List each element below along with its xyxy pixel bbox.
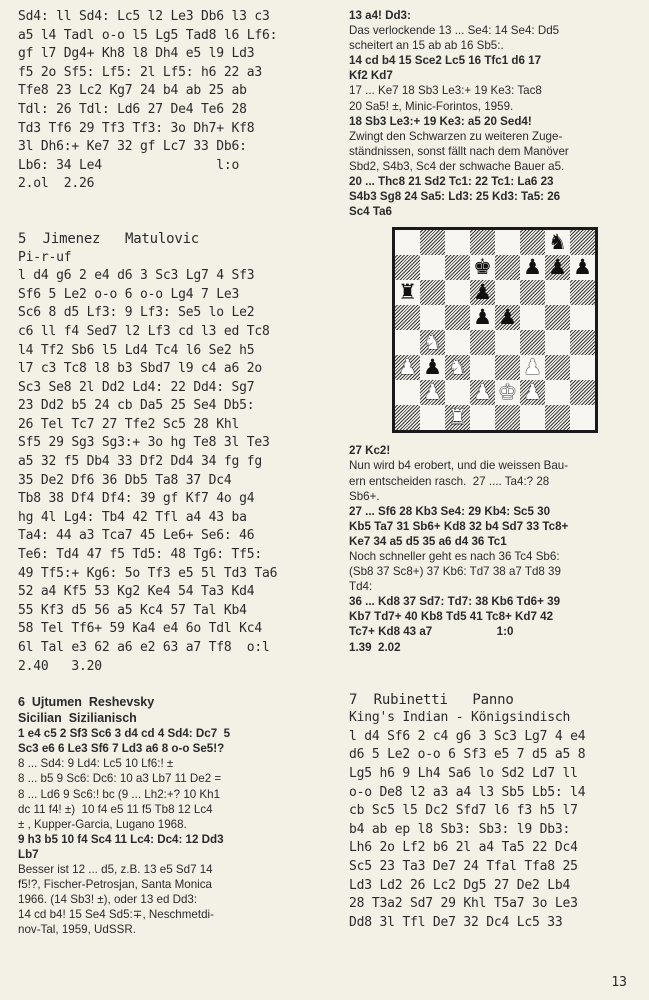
comment-line: Sbd2, S4b3, Sc4 der schwache Bauer a5. xyxy=(349,159,565,173)
board-square xyxy=(545,280,570,305)
board-square xyxy=(445,405,470,430)
board-square xyxy=(570,230,595,255)
move-line: 13 a4! Dd3: xyxy=(349,9,411,22)
board-square xyxy=(495,355,520,380)
comment-line: 1966. (14 Sb3! ±), oder 13 ed Dd3: xyxy=(18,893,198,907)
move-line: 1 e4 c5 2 Sf3 Sc6 3 d4 cd 4 Sd4: Dc7 5 xyxy=(18,727,231,741)
board-square xyxy=(445,305,470,330)
text-line: 52 a4 Kf5 53 Kg2 Ke4 54 Ta3 Kd4 xyxy=(18,584,255,600)
game5-event: Pi-r-uf xyxy=(18,249,72,265)
white-knight-icon: ♞ xyxy=(423,330,442,355)
game6-continuation-bottom xyxy=(349,443,639,654)
comment-line: 17 ... Ke7 18 Sb3 Le3:+ 19 Ke3: Tac8 xyxy=(349,84,542,98)
white-pawn-icon: ♟ xyxy=(523,355,542,380)
comment-line: Td4: xyxy=(349,580,373,594)
board-square xyxy=(570,330,595,355)
board-square xyxy=(495,330,520,355)
comment-line: (Sb8 37 Sc8+) 37 Kb6: Td7 38 a7 Td8 39 xyxy=(349,565,561,579)
text-line: hg 4l Lg4: Tb4 42 Tfl a4 43 ba xyxy=(18,509,247,525)
comment-line: Sb6+. xyxy=(349,489,380,503)
board-square xyxy=(545,380,570,405)
game7-header: 7 Rubinetti Panno xyxy=(349,691,514,708)
board-square xyxy=(470,330,495,355)
move-line: Sc4 Ta6 xyxy=(349,205,392,219)
move-line: Sc3 e6 6 Le3 Sf6 7 Ld3 a6 8 o-o Se5!? xyxy=(18,742,225,756)
text-line: Sc6 8 d5 Lf3: 9 Lf3: Se5 lo Le2 xyxy=(18,305,255,321)
move-line: 27 Kc2! xyxy=(349,444,391,458)
left-column xyxy=(18,8,336,938)
board-square xyxy=(520,230,545,255)
board-square xyxy=(570,280,595,305)
white-pawn-icon: ♟ xyxy=(423,380,442,405)
board-square xyxy=(545,305,570,330)
chess-diagram xyxy=(392,227,598,433)
board-square xyxy=(445,255,470,280)
board-square xyxy=(420,355,445,380)
black-pawn-icon: ♟ xyxy=(523,255,542,280)
text-line: 55 Kf3 d5 56 a5 Kc4 57 Tal Kb4 xyxy=(18,602,247,618)
comment-line: scheitert an 15 ab ab 16 Sb5:. xyxy=(349,39,504,53)
text-line: Lg5 h6 9 Lh4 Sa6 lo Sd2 Ld7 ll xyxy=(349,766,578,781)
comment-line: 8 ... b5 9 Sc6: Dc6: 10 a3 Lb7 11 De2 = xyxy=(18,772,222,786)
comment-line: 14 cd b4! 15 Se4 Sd5:∓, Neschmetdi- xyxy=(18,908,214,922)
text-line: Tdl: 26 Tdl: Ld6 27 De4 Te6 28 xyxy=(18,101,247,117)
board-square xyxy=(545,355,570,380)
board-square xyxy=(420,405,445,430)
board-square xyxy=(395,330,420,355)
text-line: cb Sc5 l5 Dc2 Sfd7 l6 f3 h5 l7 xyxy=(349,803,578,819)
board-square xyxy=(495,255,520,280)
board-square xyxy=(495,280,520,305)
text-line: 2.ol 2.26 xyxy=(18,176,95,192)
move-line: Kf2 Kd7 xyxy=(349,69,393,83)
text-line: b4 ab ep l8 Sb3: Sb3: l9 Db3: xyxy=(349,821,571,837)
game7-moves xyxy=(349,728,639,933)
chess-board xyxy=(392,227,598,433)
board-square xyxy=(520,330,545,355)
comment-line: nov-Tal, 1959, UdSSR. xyxy=(18,923,136,937)
game5-header: 5 Jimenez Matulovic xyxy=(18,230,200,247)
board-square xyxy=(420,380,445,405)
move-line: 20 ... Thc8 21 Sd2 Tc1: 22 Tc1: La6 23 xyxy=(349,175,554,189)
board-square xyxy=(520,405,545,430)
black-pawn-icon: ♟ xyxy=(473,305,492,330)
board-square xyxy=(395,405,420,430)
comment-line: dc 11 f4! ±) 10 f4 e5 11 f5 Tb8 12 Lc4 xyxy=(18,802,213,816)
move-line: 14 cd b4 15 Sce2 Lc5 16 Tfc1 d6 17 xyxy=(349,54,542,68)
move-line: Kb5 Ta7 31 Sb6+ Kd8 32 b4 Sd7 33 Tc8+ xyxy=(349,519,569,533)
game4-tail xyxy=(18,8,336,194)
board-square xyxy=(520,255,545,280)
board-square xyxy=(570,305,595,330)
board-square xyxy=(420,305,445,330)
board-square xyxy=(570,355,595,380)
board-square xyxy=(395,255,420,280)
board-square xyxy=(495,380,520,405)
black-rook-icon: ♜ xyxy=(398,280,417,305)
page-number: 13 xyxy=(611,975,627,990)
board-square xyxy=(445,330,470,355)
board-square xyxy=(570,405,595,430)
board-square xyxy=(495,305,520,330)
move-line: 36 ... Kd8 37 Sd7: Td7: 38 Kb6 Td6+ 39 xyxy=(349,595,561,609)
board-square xyxy=(520,355,545,380)
text-line: Sc5 23 Ta3 De7 24 Tfal Tfa8 25 xyxy=(349,858,578,874)
comment-line: ern entscheiden rasch. 27 .... Ta4:? 28 xyxy=(349,474,550,488)
text-line: l7 c3 Tc8 l8 b3 Sbd7 l9 c4 a6 2o xyxy=(18,361,263,377)
board-square xyxy=(445,230,470,255)
board-square xyxy=(420,255,445,280)
text-line: a5 32 f5 Db4 33 Df2 Dd4 34 fg fg xyxy=(18,454,263,470)
text-line: 3l Dh6:+ Ke7 32 gf Lc7 33 Db6: xyxy=(18,139,247,155)
comment-line: Noch schneller geht es nach 36 Tc4 Sb6: xyxy=(349,549,560,563)
move-line: Kb7 Td7+ 40 Kb8 Td5 41 Tc8+ Kd7 42 xyxy=(349,610,554,624)
black-pawn-icon: ♟ xyxy=(473,280,492,305)
text-line: c6 ll f4 Sed7 l2 Lf3 cd l3 ed Tc8 xyxy=(18,323,270,339)
move-line: Ke7 34 a5 d5 35 a6 d4 36 Tc1 xyxy=(349,534,507,548)
move-line: 1.39 2.02 xyxy=(349,640,401,654)
comment-line: 20 Sa5! ±, Minic-Forintos, 1959. xyxy=(349,99,514,113)
comment-line: Besser ist 12 ... d5, z.B. 13 e5 Sd7 14 xyxy=(18,863,213,877)
text-line: a5 l4 Tadl o-o l5 Lg5 Tad8 l6 Lf6: xyxy=(18,27,278,43)
board-square xyxy=(445,355,470,380)
move-line: 27 ... Sf6 28 Kb3 Se4: 29 Kb4: Sc5 30 xyxy=(349,504,551,518)
board-square xyxy=(570,255,595,280)
comment-line: 8 ... Sd4: 9 Ld4: Lc5 10 Lf6:! ± xyxy=(18,757,174,771)
board-square xyxy=(445,280,470,305)
game6-continuation-top xyxy=(349,8,639,219)
game6-moves xyxy=(18,726,336,937)
comment-line: 8 ... Ld6 9 Sc6:! bc (9 ... Lh2:+? 10 Kh1 xyxy=(18,787,221,801)
text-line: Td3 Tf6 29 Tf3 Tf3: 3o Dh7+ Kf8 xyxy=(18,120,255,136)
board-square xyxy=(470,280,495,305)
white-pawn-icon: ♟ xyxy=(523,380,542,405)
text-line: 2.40 3.20 xyxy=(18,658,102,674)
board-square xyxy=(420,330,445,355)
move-line: Tc7+ Kd8 43 a7 1:0 xyxy=(349,625,514,639)
text-line: Tb8 38 Df4 Df4: 39 gf Kf7 4o g4 xyxy=(18,491,255,507)
board-square xyxy=(395,355,420,380)
board-square xyxy=(545,405,570,430)
text-line: 35 De2 Df6 36 Db5 Ta8 37 Dc4 xyxy=(18,472,232,488)
text-line: 58 Tel Tf6+ 59 Ka4 e4 6o Tdl Kc4 xyxy=(18,621,263,637)
white-rook-icon: ♜ xyxy=(448,405,467,430)
text-line: gf l7 Dg4+ Kh8 l8 Dh4 e5 l9 Ld3 xyxy=(18,46,255,62)
board-square xyxy=(395,230,420,255)
board-square xyxy=(470,305,495,330)
comment-line: ständnissen, sonst fällt nach dem Manöver xyxy=(349,144,569,158)
board-square xyxy=(495,230,520,255)
text-line: Sc3 Se8 2l Dd2 Ld4: 22 Dd4: Sg7 xyxy=(18,379,255,395)
text-line: Ta4: 44 a3 Tca7 45 Le6+ Se6: 46 xyxy=(18,528,255,544)
board-square xyxy=(395,280,420,305)
text-line: Te6: Td4 47 f5 Td5: 48 Tg6: Tf5: xyxy=(18,547,263,563)
text-line: 49 Tf5:+ Kg6: 5o Tf3 e5 5l Td3 Ta6 xyxy=(18,565,278,581)
text-line: f5 2o Sf5: Lf5: 2l Lf5: h6 22 a3 xyxy=(18,64,263,80)
text-line: 23 Dd2 b5 24 cb Da5 25 Se4 Db5: xyxy=(18,398,255,414)
comment-line: Das verlockende 13 ... Se4: 14 Se4: Dd5 xyxy=(349,24,560,38)
white-pawn-icon: ♟ xyxy=(398,355,417,380)
black-pawn-icon: ♟ xyxy=(573,255,592,280)
board-square xyxy=(545,230,570,255)
black-pawn-icon: ♟ xyxy=(423,355,442,380)
game6-header: 6 Ujtumen Reshevsky xyxy=(18,695,155,710)
board-square xyxy=(395,305,420,330)
text-line: l d4 Sf6 2 c4 g6 3 Sc3 Lg7 4 e4 xyxy=(349,728,586,744)
black-pawn-icon: ♟ xyxy=(498,305,517,330)
text-line: o-o De8 l2 a3 a4 l3 Sb5 Lb5: l4 xyxy=(349,784,586,800)
text-line: Lb6: 34 Le4 l:o xyxy=(18,157,240,173)
comment-line: Nun wird b4 erobert, und die weissen Bau- xyxy=(349,459,569,473)
white-knight-icon: ♞ xyxy=(448,355,467,380)
board-square xyxy=(520,305,545,330)
text-line: 6l Tal e3 62 a6 e2 63 a7 Tf8 o:l xyxy=(18,640,270,655)
game6-opening: Sicilian Sizilianisch xyxy=(18,711,137,726)
board-square xyxy=(395,380,420,405)
comment-line: f5!?, Fischer-Petrosjan, Santa Monica xyxy=(18,878,212,892)
comment-line: ± , Kupper-Garcia, Lugano 1968. xyxy=(18,817,187,831)
board-square xyxy=(420,230,445,255)
text-line: Lh6 2o Lf2 b6 2l a4 Ta5 22 Dc4 xyxy=(349,840,578,856)
text-line: Sf6 5 Le2 o-o 6 o-o Lg4 7 Le3 xyxy=(18,286,240,302)
text-line: Tfe8 23 Lc2 Kg7 24 b4 ab 25 ab xyxy=(18,83,247,99)
game7-opening: King's Indian - Königsindisch xyxy=(349,710,571,726)
text-line: Dd8 3l Tfl De7 32 Dc4 Lc5 33 xyxy=(349,914,563,930)
move-line: S4b3 Sg8 24 Sa5: Ld3: 25 Kd3: Ta5: 26 xyxy=(349,190,561,204)
board-square xyxy=(470,380,495,405)
board-square xyxy=(470,405,495,430)
text-line: Ld3 Ld2 26 Lc2 Dg5 27 De2 Lb4 xyxy=(349,877,571,893)
board-square xyxy=(470,230,495,255)
comment-line: Zwingt den Schwarzen zu weiteren Zuge- xyxy=(349,129,563,143)
text-line: l4 Tf2 Sb6 l5 Ld4 Tc4 l6 Se2 h5 xyxy=(18,342,255,358)
move-line: Lb7 xyxy=(18,847,39,861)
board-square xyxy=(495,405,520,430)
black-king-icon: ♚ xyxy=(473,255,492,280)
text-line: Sf5 29 Sg3 Sg3:+ 3o hg Te8 3l Te3 xyxy=(18,435,270,451)
board-square xyxy=(470,355,495,380)
black-knight-icon: ♞ xyxy=(548,230,567,255)
white-king-icon: ♚ xyxy=(498,380,517,405)
board-square xyxy=(545,330,570,355)
text-line: Sd4: ll Sd4: Lc5 l2 Le3 Db6 l3 c3 xyxy=(18,9,270,24)
text-line: 26 Tel Tc7 27 Tfe2 Sc5 28 Khl xyxy=(18,416,240,432)
board-square xyxy=(520,280,545,305)
board-square xyxy=(470,255,495,280)
move-line: 9 h3 b5 10 f4 Sc4 11 Lc4: Dc4: 12 Dd3 xyxy=(18,832,224,846)
text-line: l d4 g6 2 e4 d6 3 Sc3 Lg7 4 Sf3 xyxy=(18,268,255,284)
right-column xyxy=(349,8,639,932)
text-line: d6 5 Le2 o-o 6 Sf3 e5 7 d5 a5 8 xyxy=(349,747,586,763)
move-line: 18 Sb3 Le3:+ 19 Ke3: a5 20 Sed4! xyxy=(349,114,532,128)
white-pawn-icon: ♟ xyxy=(473,380,492,405)
game5-moves xyxy=(18,267,336,676)
board-square xyxy=(545,255,570,280)
board-square xyxy=(445,380,470,405)
board-square xyxy=(420,280,445,305)
board-square xyxy=(570,380,595,405)
board-square xyxy=(520,380,545,405)
text-line: 28 T3a2 Sd7 29 Khl T5a7 3o Le3 xyxy=(349,896,578,912)
black-pawn-icon: ♟ xyxy=(548,255,567,280)
